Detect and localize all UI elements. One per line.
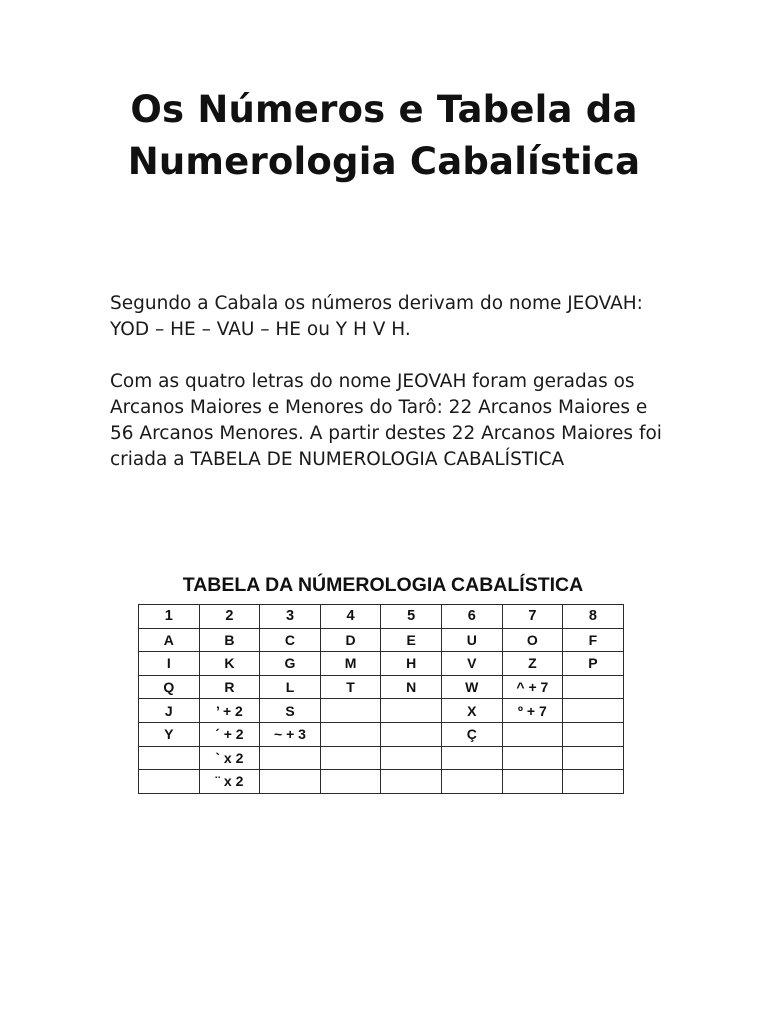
table-cell: W [441,675,502,699]
page-title: Os Números e Tabela da Numerologia Cabalística [127,88,641,183]
table-cell: G [260,652,321,676]
table-cell [502,722,563,746]
table-cell: A [139,628,200,652]
numerology-table [138,604,624,794]
table-cell: R [199,675,260,699]
arcana-paragraph: Com as quatro letras do nome JEOVAH foram geradas os Arcanos Maiores e Menores do Tarô: 22 Arcanos Maiores e 56 Arcanos Menores. A partir destes 22 Arcanos Maiores foi criada a TABELA DE NUMEROLOGIA CABALÍSTICA [110,371,662,470]
table-row [139,770,624,794]
table-cell [563,722,624,746]
table-cell [139,770,200,794]
table-cell: M [320,652,381,676]
table-cell [502,770,563,794]
table-cell: U [441,628,502,652]
table-header-cell: 7 [502,605,563,629]
table-cell [320,722,381,746]
table-row [139,628,624,652]
intro-paragraph: Segundo a Cabala os números derivam do nome JEOVAH: YOD – HE – VAU – HE ou Y H V H. [110,293,643,340]
table-header-row [139,605,624,629]
table-cell: N [381,675,442,699]
table-cell [381,722,442,746]
table-row [139,652,624,676]
table-cell [139,746,200,770]
table-cell: D [320,628,381,652]
table-cell [502,746,563,770]
table-cell: ´ + 2 [199,722,260,746]
table-cell: ^ + 7 [502,675,563,699]
table-header-cell: 3 [260,605,321,629]
table-cell [381,699,442,723]
table-header-cell: 4 [320,605,381,629]
table-cell [441,746,502,770]
table-cell: E [381,628,442,652]
table-cell [320,746,381,770]
table-cell: º + 7 [502,699,563,723]
table-cell: B [199,628,260,652]
table-cell: S [260,699,321,723]
table-cell: J [139,699,200,723]
table-cell: V [441,652,502,676]
table-cell [260,770,321,794]
table-cell [381,746,442,770]
table-cell [320,699,381,723]
table-cell: ~ + 3 [260,722,321,746]
table-cell: ¨ x 2 [199,770,260,794]
table-cell [563,746,624,770]
table-cell: L [260,675,321,699]
table-header-cell: 1 [139,605,200,629]
table-cell: X [441,699,502,723]
table-cell [563,699,624,723]
table-cell: T [320,675,381,699]
table-cell [320,770,381,794]
table-cell [441,770,502,794]
table-cell: I [139,652,200,676]
table-cell: Q [139,675,200,699]
table-cell: O [502,628,563,652]
table-cell: Ç [441,722,502,746]
table-cell [260,746,321,770]
table-cell: Z [502,652,563,676]
table-header-cell: 6 [441,605,502,629]
table-header-cell: 8 [563,605,624,629]
table-cell: P [563,652,624,676]
table-row [139,746,624,770]
table-row [139,699,624,723]
table-cell: ` x 2 [199,746,260,770]
table-cell [563,770,624,794]
table-caption: TABELA DA NÚMEROLOGIA CABALÍSTICA [182,574,584,596]
table-cell [381,770,442,794]
table-row [139,722,624,746]
table-cell: ’ + 2 [199,699,260,723]
table-cell: K [199,652,260,676]
table-cell: F [563,628,624,652]
table-cell [563,675,624,699]
table-cell: Y [139,722,200,746]
table-row [139,675,624,699]
table-header-cell: 2 [199,605,260,629]
numerology-table-figure [132,566,650,806]
table-cell: C [260,628,321,652]
table-header-cell: 5 [381,605,442,629]
table-cell: H [381,652,442,676]
